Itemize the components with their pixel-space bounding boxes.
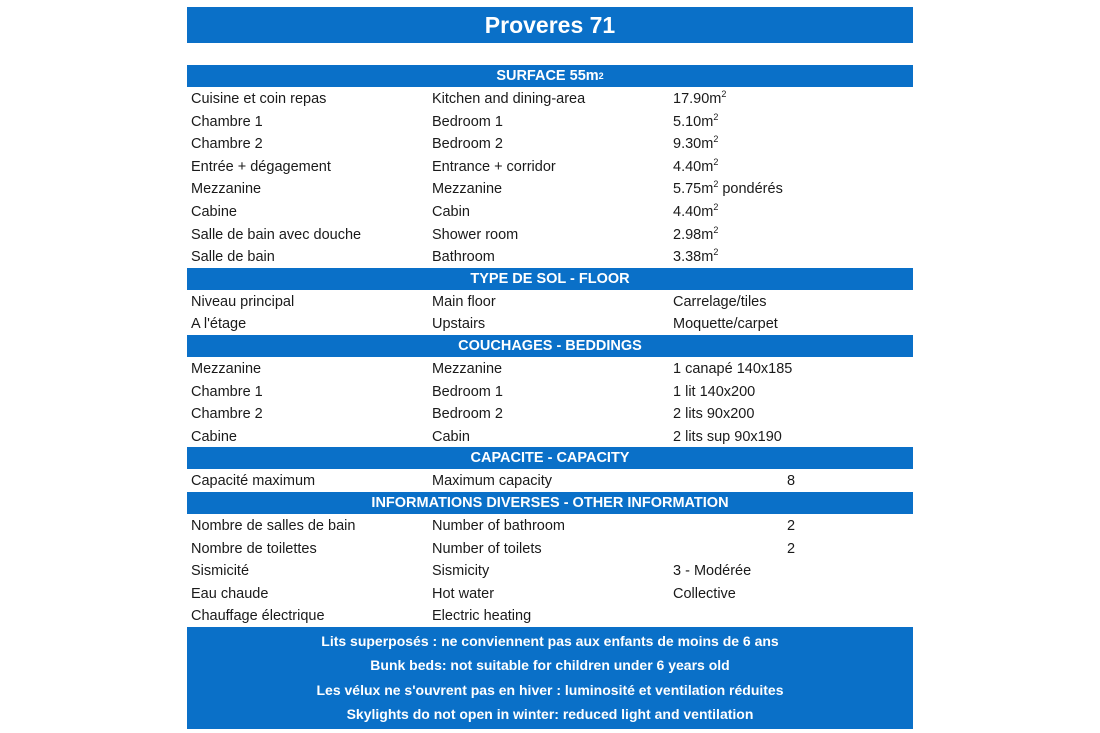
value: 2 lits 90x200 bbox=[673, 406, 755, 423]
page-title: Proveres 71 bbox=[187, 7, 913, 43]
label-en: Bedroom 2 bbox=[432, 406, 503, 423]
note-line: Bunk beds: not suitable for children under 6 years old bbox=[370, 657, 730, 674]
label-fr: A l'étage bbox=[191, 316, 247, 333]
value: Carrelage/tiles bbox=[673, 293, 767, 310]
other-table bbox=[187, 514, 913, 627]
value: Moquette/carpet bbox=[673, 316, 778, 333]
value: $5.10m^2$ bbox=[673, 111, 719, 130]
table-row bbox=[187, 132, 913, 155]
capacity-table bbox=[187, 469, 913, 492]
label-fr: Mezzanine bbox=[191, 181, 262, 198]
label-en: Entrance + corridor bbox=[432, 158, 556, 175]
label-fr: Entrée + dégagement bbox=[191, 158, 331, 175]
label-fr: Mezzanine bbox=[191, 360, 262, 377]
value: 2 lits sup 90x190 bbox=[673, 428, 782, 445]
label-en: Hot water bbox=[432, 585, 495, 602]
floor-table bbox=[187, 290, 913, 335]
table-row bbox=[187, 582, 913, 605]
table-row bbox=[187, 514, 913, 537]
table-row bbox=[187, 537, 913, 560]
table-row bbox=[187, 469, 913, 492]
section-header-floor: TYPE DE SOL - FLOOR bbox=[187, 268, 913, 290]
label-fr: Salle de bain bbox=[191, 249, 275, 266]
table-row bbox=[187, 357, 913, 380]
label-fr: Nombre de salles de bain bbox=[191, 517, 356, 534]
section-header-beddings: COUCHAGES - BEDDINGS bbox=[187, 335, 913, 357]
value-number: 2 bbox=[786, 540, 796, 557]
section-header-other: INFORMATIONS DIVERSES - OTHER INFORMATION bbox=[187, 492, 913, 514]
label-en: Bathroom bbox=[432, 249, 495, 266]
value: $17.90m^2$ bbox=[673, 89, 727, 107]
label-en: Cabin bbox=[432, 203, 470, 220]
label-fr: Capacité maximum bbox=[191, 473, 316, 490]
surface-table bbox=[187, 87, 913, 268]
table-row bbox=[187, 312, 913, 335]
info-sheet bbox=[187, 7, 913, 729]
table-row bbox=[187, 177, 913, 200]
label-en: Electric heating bbox=[432, 608, 532, 625]
label-fr: Cabine bbox=[191, 203, 237, 220]
table-row bbox=[187, 110, 913, 133]
spacer bbox=[187, 43, 913, 65]
label-fr: Cuisine et coin repas bbox=[191, 91, 327, 107]
label-fr: Salle de bain avec douche bbox=[191, 226, 362, 243]
section-header-surface: SURFACE 55m 2 bbox=[187, 65, 913, 87]
label-en: Cabin bbox=[432, 428, 470, 445]
table-row bbox=[187, 604, 913, 627]
label-en: Number of toilets bbox=[432, 540, 542, 557]
label-en: Bedroom 2 bbox=[432, 136, 503, 153]
table-row bbox=[187, 223, 913, 246]
section-header-capacity: CAPACITE - CAPACITY bbox=[187, 447, 913, 469]
value: Collective bbox=[673, 585, 736, 602]
value-number: 2 bbox=[786, 517, 796, 534]
note-line: Lits superposés : ne conviennent pas aux enfants de moins de 6 ans bbox=[321, 632, 779, 649]
table-row bbox=[187, 155, 913, 178]
value: $3.38m^2$ bbox=[673, 247, 719, 266]
label-en: Maximum capacity bbox=[432, 473, 553, 490]
label-fr: Eau chaude bbox=[191, 585, 269, 602]
label-en: Number of bathroom bbox=[432, 517, 565, 534]
note-line: Les vélux ne s'ouvrent pas en hiver : luminosité et ventilation réduites bbox=[316, 681, 784, 698]
notes-banner bbox=[187, 627, 913, 729]
value: 3 - Modérée bbox=[673, 563, 752, 580]
value: 1 lit 140x200 bbox=[673, 383, 756, 400]
label-fr: Sismicité bbox=[191, 563, 250, 580]
label-en: Mezzanine bbox=[432, 181, 503, 198]
label-en: Kitchen and dining-area bbox=[432, 91, 586, 107]
label-fr: Chambre 1 bbox=[191, 383, 263, 400]
label-fr: Nombre de toilettes bbox=[191, 540, 317, 557]
table-row bbox=[187, 380, 913, 403]
table-row bbox=[187, 290, 913, 313]
value: 1 canapé 140x185 bbox=[673, 360, 793, 377]
table-row bbox=[187, 425, 913, 448]
label-en: Bedroom 1 bbox=[432, 383, 503, 400]
label-en: Sismicity bbox=[432, 563, 490, 580]
table-row bbox=[187, 200, 913, 223]
note-line: Skylights do not open in winter: reduced light and ventilation bbox=[346, 706, 754, 723]
value: $4.40m^2$ bbox=[673, 202, 719, 220]
table-row bbox=[187, 245, 913, 268]
label-en: Bedroom 1 bbox=[432, 113, 503, 130]
label-fr: Chauffage électrique bbox=[191, 608, 325, 625]
table-row bbox=[187, 87, 913, 110]
table-row bbox=[187, 559, 913, 582]
label-fr: Chambre 2 bbox=[191, 406, 263, 423]
value: $2.98m^2$ bbox=[673, 224, 719, 243]
label-en: Main floor bbox=[432, 293, 496, 310]
label-en: Mezzanine bbox=[432, 360, 503, 377]
value: $4.40m^2$ bbox=[673, 156, 719, 175]
value: $5.75m^2$ pondérés bbox=[673, 179, 783, 198]
label-fr: Chambre 2 bbox=[191, 136, 263, 153]
label-fr: Cabine bbox=[191, 428, 237, 445]
label-en: Shower room bbox=[432, 226, 519, 243]
value: $9.30m^2$ bbox=[673, 134, 719, 153]
table-row bbox=[187, 402, 913, 425]
beddings-table bbox=[187, 357, 913, 447]
label-fr: Chambre 1 bbox=[191, 113, 263, 130]
label-en: Upstairs bbox=[432, 316, 486, 333]
label-fr: Niveau principal bbox=[191, 293, 295, 310]
value-number: 8 bbox=[786, 473, 796, 490]
